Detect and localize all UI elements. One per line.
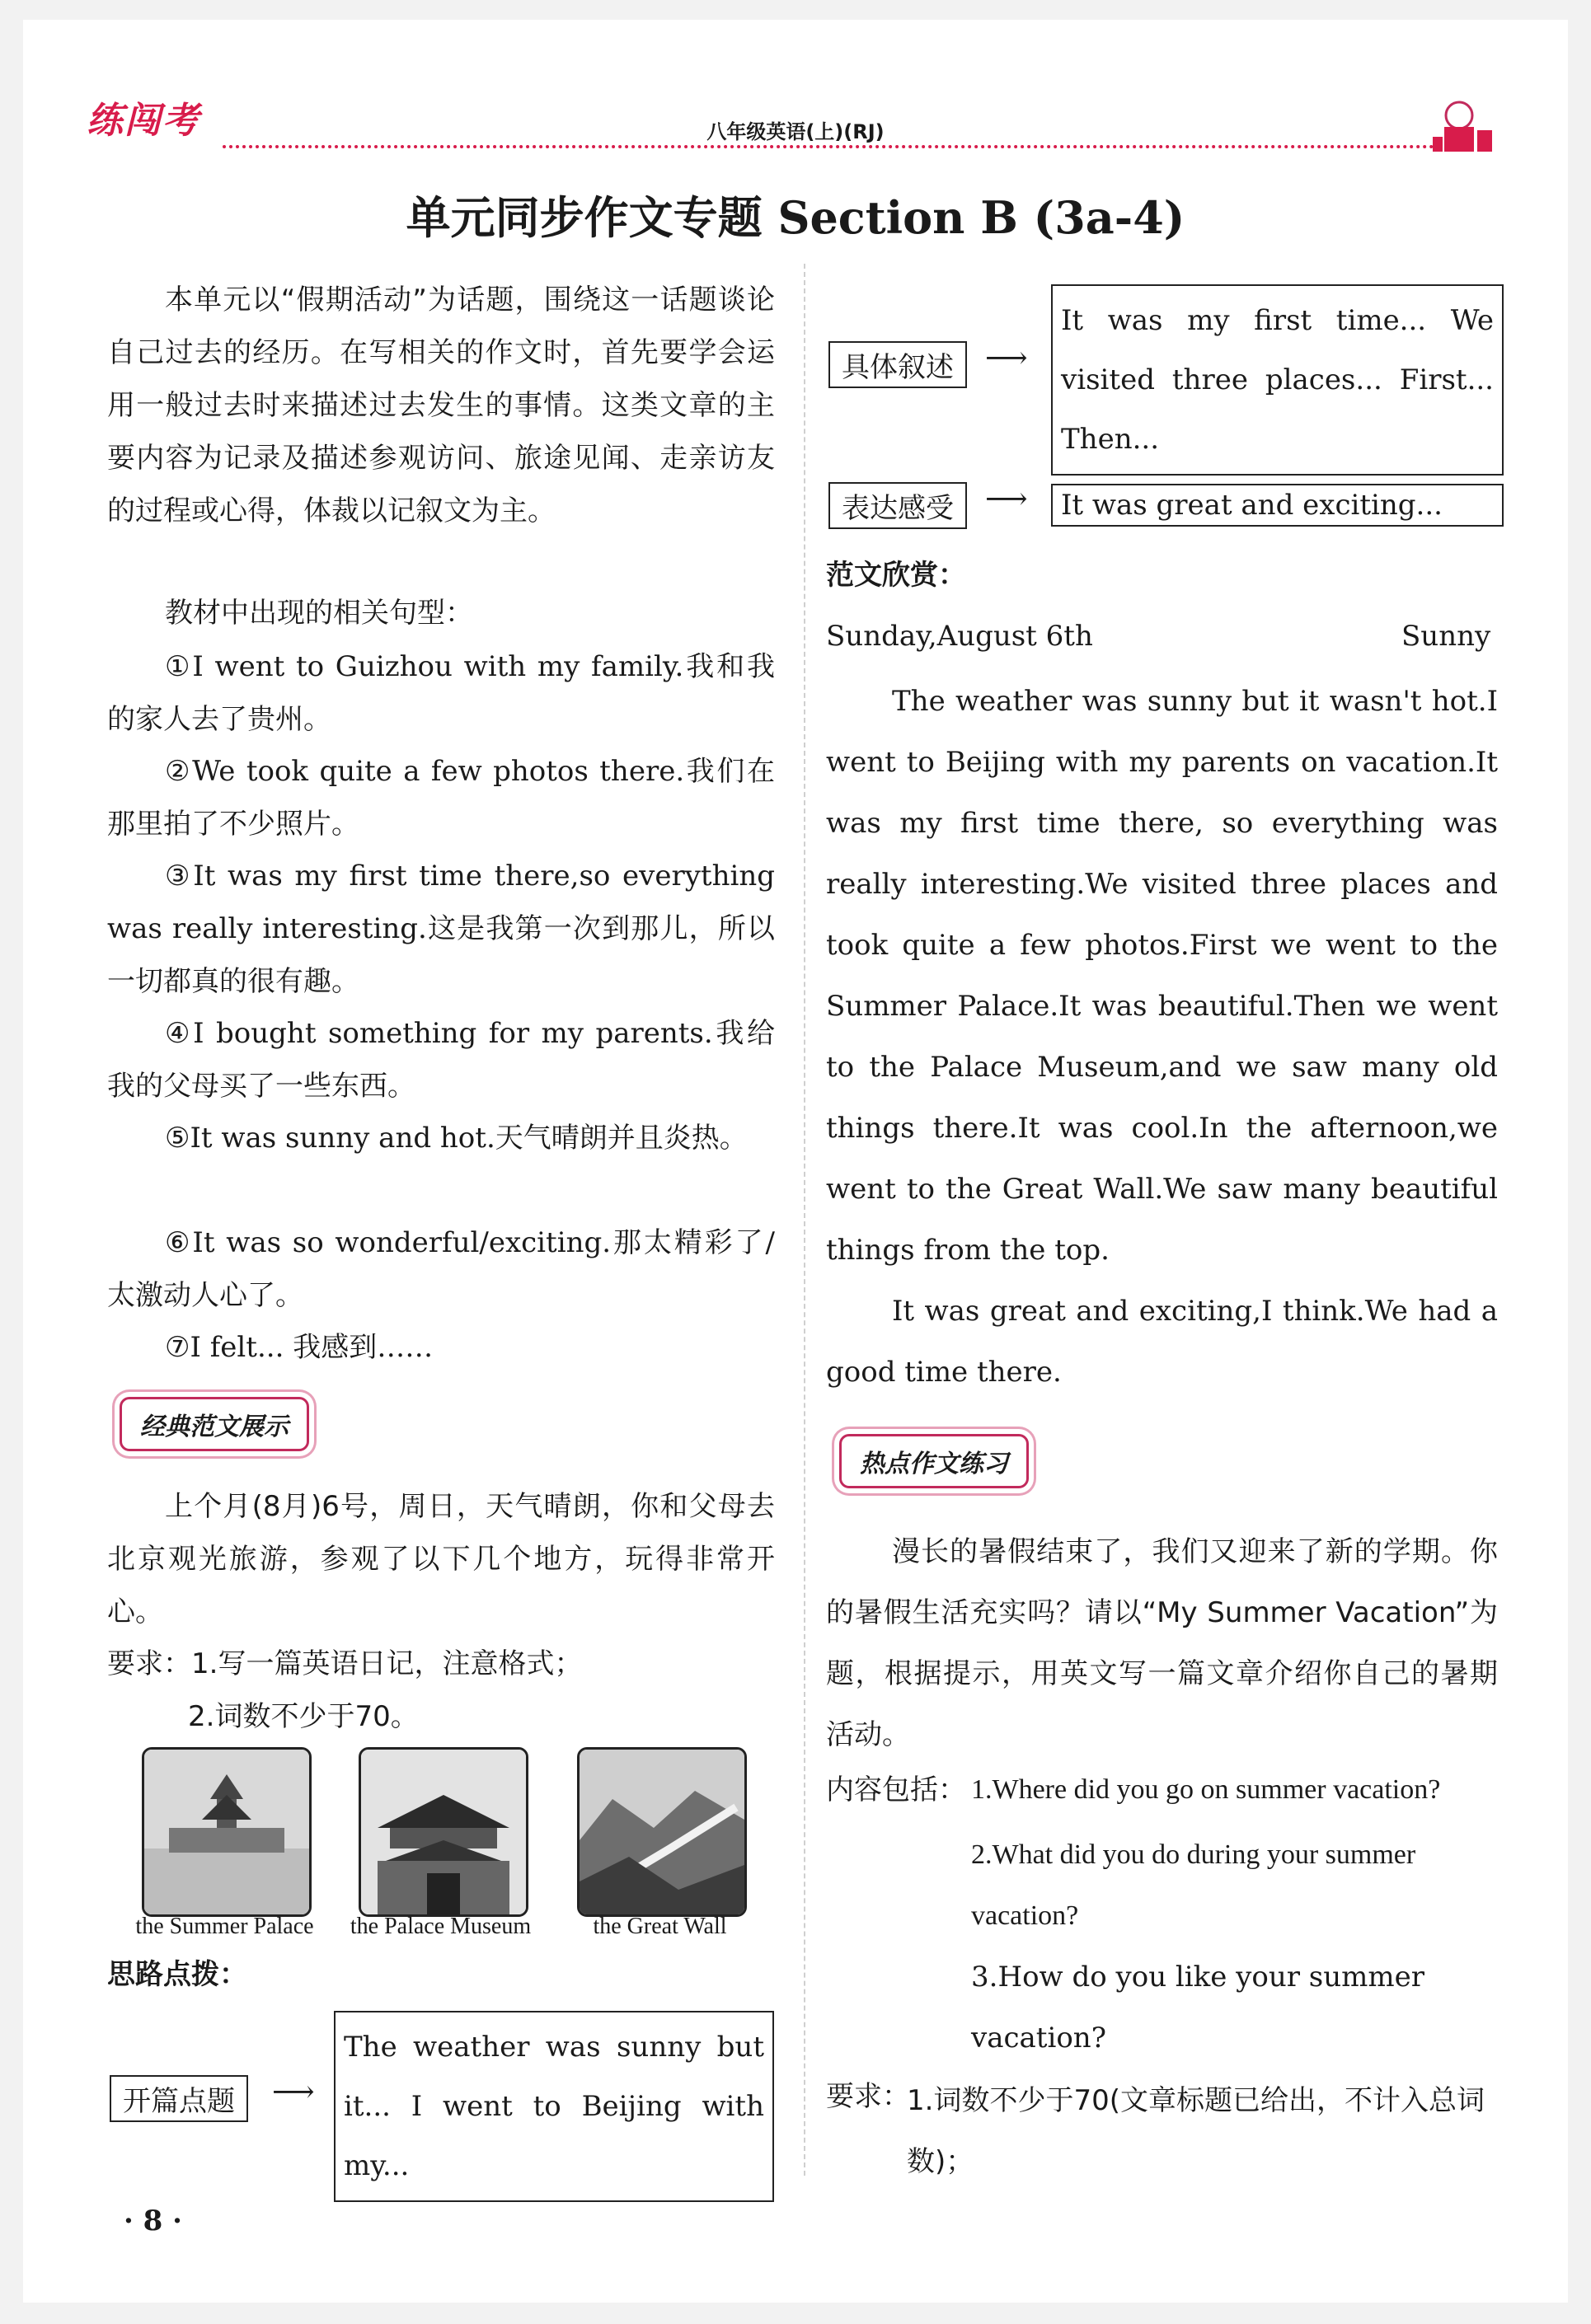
requirement-1: 要求：1.写一篇英语日记，注意格式； — [107, 1647, 583, 1680]
content-item-3: 3.How do you like your summer vacation? — [971, 1961, 1425, 2055]
opening-label: 开篇点题 — [110, 2075, 248, 2122]
palace-museum-photo — [359, 1747, 528, 1917]
feeling-label: 表达感受 — [828, 482, 967, 529]
model-paragraph-2: It was great and exciting,I think.We had a good time there. — [826, 1295, 1498, 1389]
feeling-box: It was great and exciting... — [1051, 484, 1504, 527]
page-number: · 8 · — [124, 2205, 183, 2237]
detail-label: 具体叙述 — [828, 341, 967, 388]
opening-box: The weather was sunny but it... I went to Beijing with my... — [334, 2011, 774, 2202]
mascot-icon — [1426, 97, 1500, 158]
photo-caption: the Summer Palace — [135, 1914, 314, 1939]
model-paragraph-1: The weather was sunny but it wasn't hot.I went to Beijing with my parents on vacation.It was my first time there, so everything was really interesting.We visited three places and took quite a few photos.First we went to the Summer Palace.It was beautiful.Then we went to the Palace Museum,and we saw many old things there.It was cool.In the afternoon,we went to the Great Wall.We saw many beautiful things from the top. — [826, 685, 1498, 1267]
photo-caption: the Palace Museum — [350, 1914, 532, 1939]
content-label: 内容包括： — [826, 1773, 966, 1806]
content-item-1: 1.Where did you go on summer vacation? — [971, 1774, 1441, 1805]
pattern-4: ④I bought something for my parents.我给我的父母买了一些东西。 — [107, 1017, 775, 1103]
page-title: 单元同步作文专题 Section B (3a-4) — [406, 191, 1185, 244]
requirement-2: 2.词数不少于70。 — [188, 1700, 419, 1733]
classic-essay-badge: 经典范文展示 — [120, 1397, 309, 1451]
arrow-icon: ⟶ — [985, 482, 1028, 516]
arrow-icon: ⟶ — [272, 2075, 315, 2109]
detail-box: It was my first time... We visited three places... First... Then... — [1051, 284, 1504, 476]
pattern-1: ①I went to Guizhou with my family.我和我的家人去了贵州。 — [107, 650, 775, 736]
patterns-title: 教材中出现的相关句型： — [165, 597, 473, 630]
content-item-2: 2.What did you do during your summer vacation? — [971, 1839, 1416, 1931]
diary-date: Sunday,August 6th — [826, 620, 1093, 653]
great-wall-photo — [577, 1747, 747, 1917]
practice-intro: 漫长的暑假结束了，我们又迎来了新的学期。你的暑假生活充实吗？请以“My Summer Vacation”为题，根据提示，用英文写一篇文章介绍你自己的暑期活动。 — [826, 1535, 1498, 1751]
arrow-icon: ⟶ — [985, 341, 1028, 375]
column-divider — [804, 264, 805, 2176]
photo-caption: the Great Wall — [593, 1914, 727, 1939]
requirement-text: 1.词数不少于70(文章标题已给出，不计入总词数)； — [907, 2084, 1485, 2178]
requirement-label: 要求： — [826, 2080, 910, 2113]
diary-weather: Sunny — [1401, 620, 1491, 653]
model-heading: 范文欣赏： — [826, 559, 966, 592]
pattern-7: ⑦I felt... 我感到…… — [165, 1331, 434, 1364]
pattern-2: ②We took quite a few photos there.我们在那里拍了不少照片。 — [107, 755, 775, 841]
summer-palace-photo — [142, 1747, 312, 1917]
pattern-6: ⑥It was so wonderful/exciting.那太精彩了/太激动人心了。 — [107, 1226, 775, 1312]
brand-logo: 练闯考 — [87, 100, 200, 142]
pattern-5: ⑤It was sunny and hot.天气晴朗并且炎热。 — [165, 1122, 748, 1155]
hint-heading: 思路点拨： — [107, 1958, 247, 1991]
running-title: 八年级英语(上)(RJ) — [706, 120, 885, 143]
practice-badge: 热点作文练习 — [839, 1434, 1029, 1488]
intro-paragraph: 本单元以“假期活动”为话题，围绕这一话题谈论自己过去的经历。在写相关的作文时，首先要学会运用一般过去时来描述过去发生的事情。这类文章的主要内容为记录及描述参观访问、旅途见闻、走亲访友的过程或心得，体裁以记叙文为主。 — [107, 283, 775, 527]
header-divider — [223, 145, 1434, 148]
task-description: 上个月(8月)6号，周日，天气晴朗，你和父母去北京观光旅游，参观了以下几个地方，玩得非常开心。 — [107, 1490, 775, 1628]
pattern-3: ③It was my first time there,so everything was really interesting.这是我第一次到那儿，所以一切都真的很有趣。 — [107, 860, 775, 998]
